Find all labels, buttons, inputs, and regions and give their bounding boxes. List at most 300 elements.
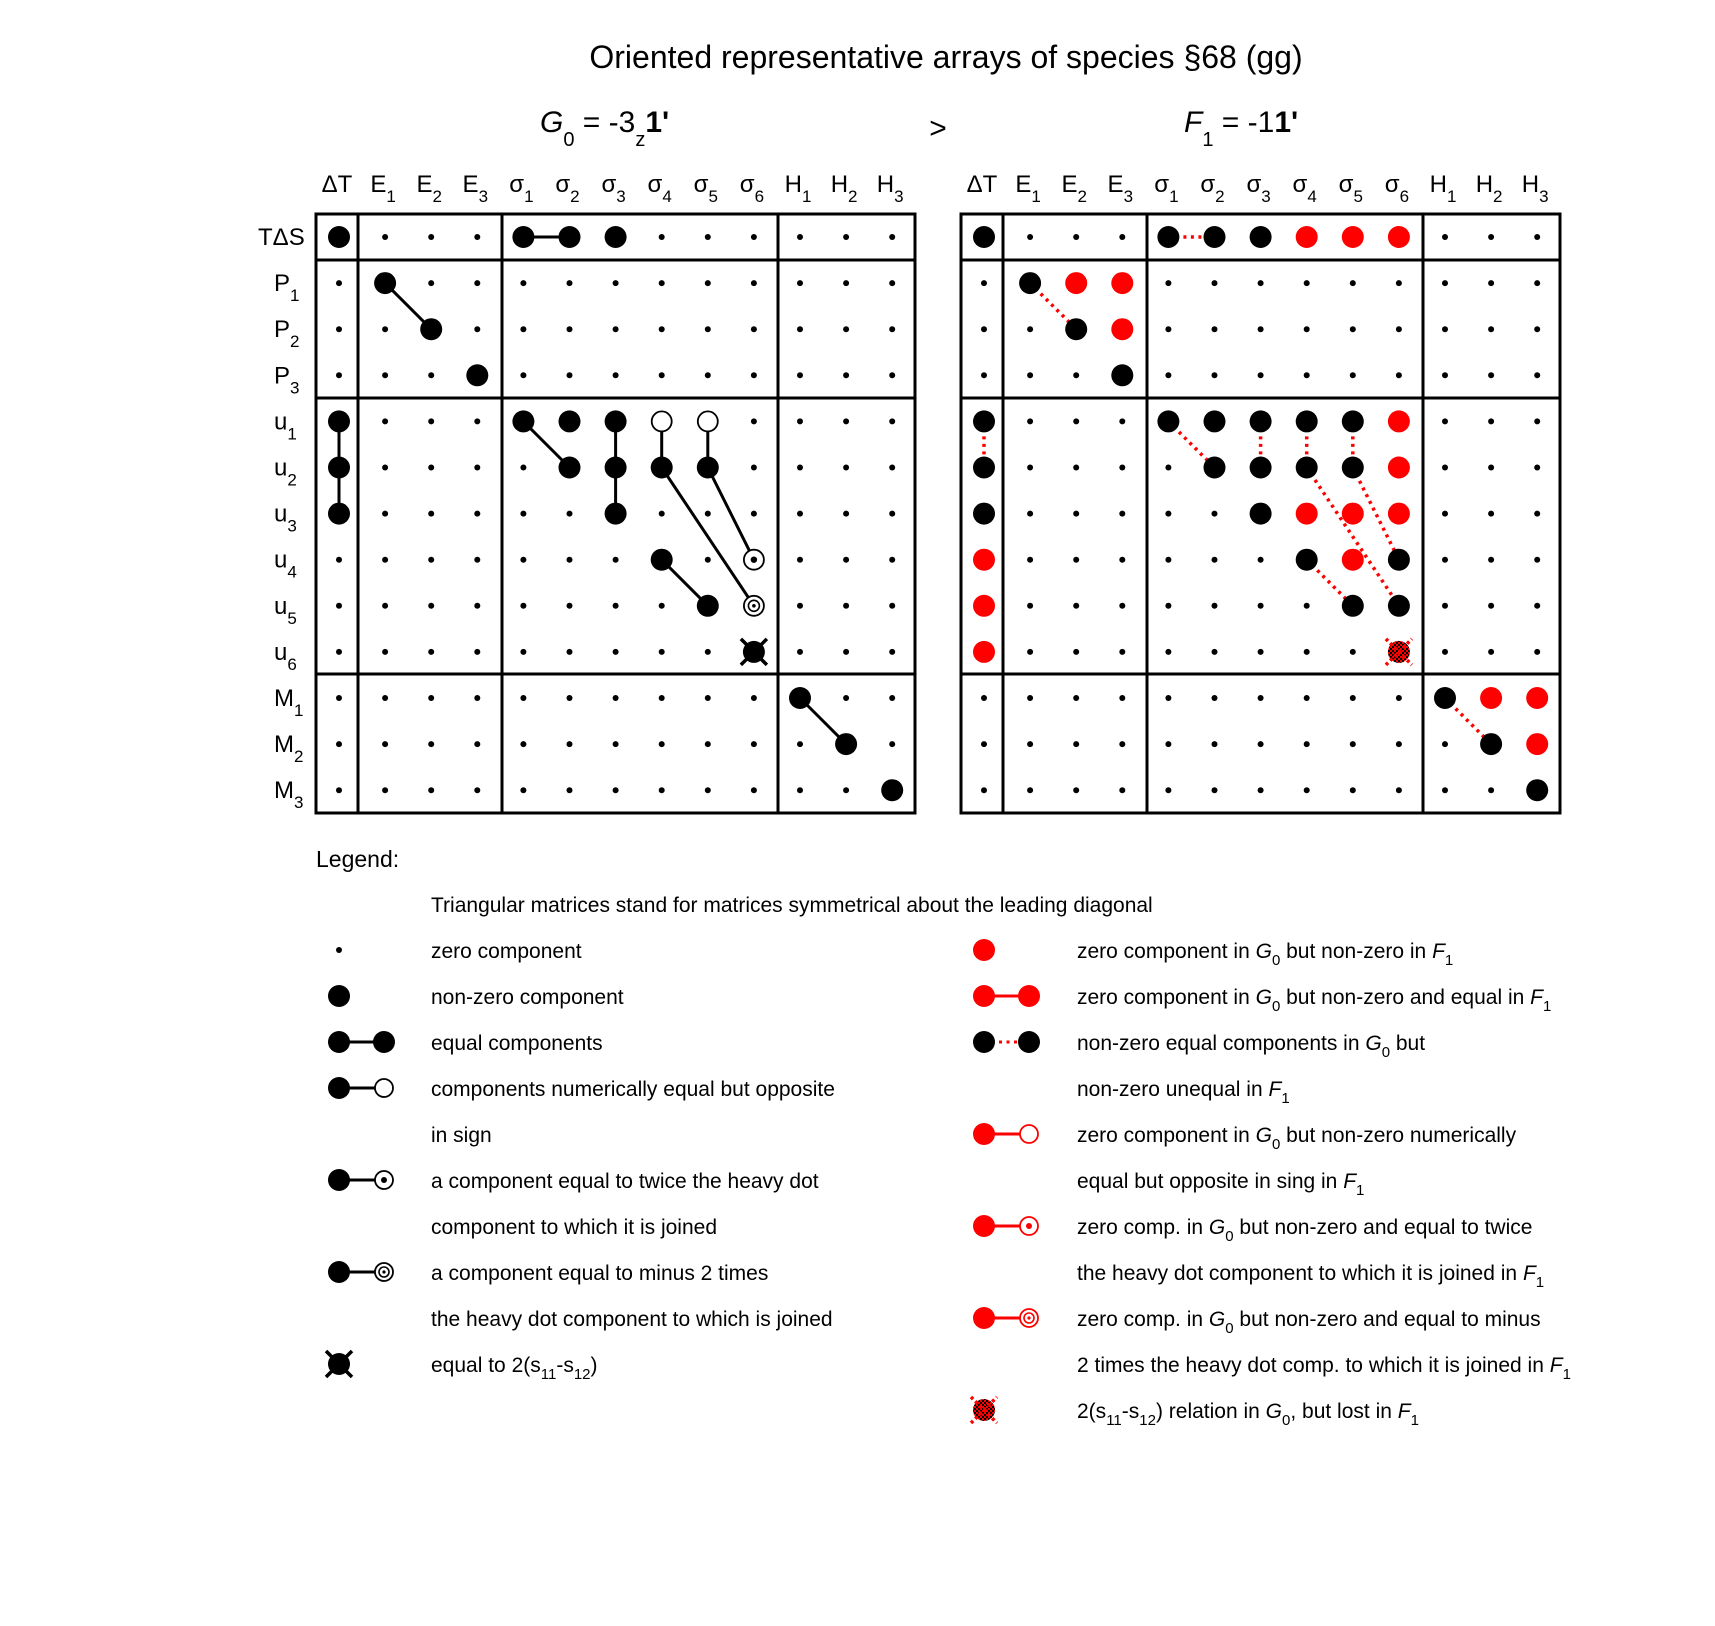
left-cell-6-4 <box>520 511 526 517</box>
right-cell-3-8 <box>1350 372 1356 378</box>
legend-right-text-4-1: the heavy dot component to which it is joined in $F_1$ <box>1077 1262 1545 1291</box>
left-col-header-9: $\sigma_6$ <box>739 171 765 206</box>
right-cell-1-1 <box>1019 272 1041 294</box>
legend-left-text-3-1: in sign <box>431 1124 492 1147</box>
left-col-header-4: $\sigma_1$ <box>509 171 534 206</box>
right-cell-7-12 <box>1534 557 1540 563</box>
row-label-10: $M_1$ <box>274 685 304 720</box>
right-cell-2-7 <box>1304 326 1310 332</box>
right-cell-3-5 <box>1212 372 1218 378</box>
left-cell-3-9 <box>751 372 757 378</box>
left-cell-1-7 <box>659 280 665 286</box>
right-col-header-8: $\sigma_5$ <box>1338 171 1363 206</box>
left-cell-3-1 <box>382 372 388 378</box>
right-cell-0-0 <box>973 226 995 248</box>
left-cell-10-8 <box>705 695 711 701</box>
left-cell-4-8 <box>698 411 718 431</box>
left-cell-10-12 <box>889 695 895 701</box>
left-col-header-6: $\sigma_3$ <box>601 171 626 206</box>
left-cell-7-4 <box>520 557 526 563</box>
left-cell-6-10 <box>797 511 803 517</box>
right-cell-11-12 <box>1526 733 1548 755</box>
right-cell-7-5 <box>1212 557 1218 563</box>
legend-symbol-redbig <box>973 939 995 961</box>
right-cell-1-10 <box>1442 280 1448 286</box>
right-cell-12-4 <box>1165 787 1171 793</box>
left-cell-2-2 <box>420 318 442 340</box>
right-cell-5-7 <box>1296 457 1318 479</box>
right-cell-2-8 <box>1350 326 1356 332</box>
right-matrix <box>961 171 1560 813</box>
right-cell-10-2 <box>1073 695 1079 701</box>
right-cell-4-7 <box>1296 410 1318 432</box>
row-label-7: $u_4$ <box>274 546 297 582</box>
right-cell-3-3 <box>1111 364 1133 386</box>
left-cell-1-5 <box>567 280 573 286</box>
right-cell-4-12 <box>1534 418 1540 424</box>
right-cell-0-8 <box>1342 226 1364 248</box>
legend-symbol-redminus2 <box>973 1307 1038 1329</box>
right-cell-5-11 <box>1488 465 1494 471</box>
legend-left-text-2-0: equal components <box>431 1032 603 1055</box>
right-cell-9-12 <box>1534 649 1540 655</box>
left-cell-8-12 <box>889 603 895 609</box>
right-cell-6-6 <box>1250 503 1272 525</box>
right-cell-8-6 <box>1258 603 1264 609</box>
right-cell-8-2 <box>1073 603 1079 609</box>
legend-symbol-equal <box>328 1031 395 1053</box>
right-col-header-11: $H_2$ <box>1475 171 1503 206</box>
right-cell-5-5 <box>1204 457 1226 479</box>
right-cell-11-11 <box>1480 733 1502 755</box>
right-cell-12-2 <box>1073 787 1079 793</box>
legend-right-text-2-0: non-zero equal components in $G_0$ but <box>1077 1032 1426 1061</box>
left-cell-10-3 <box>474 695 480 701</box>
left-cell-4-1 <box>382 418 388 424</box>
left-col-header-5: $\sigma_2$ <box>555 171 580 206</box>
left-cell-10-7 <box>659 695 665 701</box>
left-cell-3-11 <box>843 372 849 378</box>
left-cell-0-3 <box>474 234 480 240</box>
right-cell-10-5 <box>1212 695 1218 701</box>
row-label-3: $P_3$ <box>274 362 300 398</box>
right-cell-5-3 <box>1119 465 1125 471</box>
right-cell-7-7 <box>1296 549 1318 571</box>
legend-symbol-redequal <box>973 985 1040 1007</box>
right-cell-10-9 <box>1396 695 1402 701</box>
right-link-7 <box>1307 468 1399 606</box>
legend-symbol-twice <box>328 1169 393 1191</box>
left-cell-11-5 <box>567 741 573 747</box>
right-cell-9-8 <box>1350 649 1356 655</box>
right-cell-6-10 <box>1442 511 1448 517</box>
right-cell-9-2 <box>1073 649 1079 655</box>
right-cell-8-5 <box>1212 603 1218 609</box>
left-cell-12-5 <box>567 787 573 793</box>
right-cell-10-6 <box>1258 695 1264 701</box>
left-cell-2-11 <box>843 326 849 332</box>
left-cell-9-12 <box>889 649 895 655</box>
left-cell-5-8 <box>697 457 719 479</box>
right-cell-10-4 <box>1165 695 1171 701</box>
left-cell-12-2 <box>428 787 434 793</box>
right-cell-6-5 <box>1212 511 1218 517</box>
left-cell-1-11 <box>843 280 849 286</box>
left-cell-8-1 <box>382 603 388 609</box>
left-cell-12-8 <box>705 787 711 793</box>
right-cell-10-11 <box>1480 687 1502 709</box>
right-cell-2-2 <box>1065 318 1087 340</box>
left-cell-3-8 <box>705 372 711 378</box>
row-label-12: $M_3$ <box>274 777 304 813</box>
left-cell-4-3 <box>474 418 480 424</box>
right-cell-1-5 <box>1212 280 1218 286</box>
figure-title: Oriented representative arrays of species §68 (gg) <box>589 39 1303 75</box>
right-cell-8-12 <box>1534 603 1540 609</box>
left-cell-5-10 <box>797 465 803 471</box>
left-cell-4-0 <box>328 410 350 432</box>
left-col-header-0: ΔT <box>321 171 353 198</box>
right-cell-2-9 <box>1396 326 1402 332</box>
left-cell-7-11 <box>843 557 849 563</box>
right-cell-12-7 <box>1304 787 1310 793</box>
right-group-eq: = -1 <box>1213 106 1275 139</box>
right-cell-2-6 <box>1258 326 1264 332</box>
left-cell-3-0 <box>336 372 342 378</box>
left-col-header-11: $H_2$ <box>830 171 858 206</box>
right-cell-6-12 <box>1534 511 1540 517</box>
left-cell-8-7 <box>659 603 665 609</box>
left-cell-8-10 <box>797 603 803 609</box>
right-cell-6-3 <box>1119 511 1125 517</box>
left-cell-3-4 <box>520 372 526 378</box>
right-cell-7-3 <box>1119 557 1125 563</box>
right-cell-0-9 <box>1388 226 1410 248</box>
left-cell-2-6 <box>613 326 619 332</box>
right-col-header-5: $\sigma_2$ <box>1200 171 1225 206</box>
right-cell-9-4 <box>1165 649 1171 655</box>
row-label-11: $M_2$ <box>274 731 304 767</box>
legend-symbol-cross <box>326 1351 352 1377</box>
left-cell-6-0 <box>328 503 350 525</box>
right-cell-11-9 <box>1396 741 1402 747</box>
right-cell-1-11 <box>1488 280 1494 286</box>
right-cell-4-3 <box>1119 418 1125 424</box>
legend-right-text-1-0: zero component in $G_0$ but non-zero and equal in $F_1$ <box>1077 986 1552 1015</box>
left-cell-11-4 <box>520 741 526 747</box>
row-label-6: $u_3$ <box>274 500 297 536</box>
left-cell-8-2 <box>428 603 434 609</box>
right-cell-11-10 <box>1442 741 1448 747</box>
left-cell-6-1 <box>382 511 388 517</box>
left-cell-10-4 <box>520 695 526 701</box>
right-cell-5-6 <box>1250 457 1272 479</box>
right-cell-1-8 <box>1350 280 1356 286</box>
right-cell-5-9 <box>1388 457 1410 479</box>
right-col-header-3: $E_3$ <box>1107 171 1134 206</box>
right-cell-11-5 <box>1212 741 1218 747</box>
left-cell-11-12 <box>889 741 895 747</box>
left-cell-6-6 <box>605 503 627 525</box>
right-cell-7-4 <box>1165 557 1171 563</box>
left-cell-9-0 <box>336 649 342 655</box>
right-col-header-10: $H_1$ <box>1429 171 1457 206</box>
right-group-bold: 1' <box>1274 106 1299 139</box>
legend-heading: Legend: <box>316 846 400 872</box>
left-cell-2-12 <box>889 326 895 332</box>
left-cell-2-9 <box>751 326 757 332</box>
right-cell-8-3 <box>1119 603 1125 609</box>
right-cell-6-0 <box>973 503 995 525</box>
left-cell-0-0 <box>328 226 350 248</box>
right-cell-0-4 <box>1157 226 1179 248</box>
legend-right-text-4-0: zero comp. in $G_0$ but non-zero and equal to twice <box>1077 1216 1533 1245</box>
left-group-eq: = -3 <box>574 106 636 139</box>
left-cell-10-11 <box>843 695 849 701</box>
left-cell-7-7 <box>651 549 673 571</box>
right-cell-9-6 <box>1258 649 1264 655</box>
left-cell-1-4 <box>520 280 526 286</box>
left-cell-0-6 <box>605 226 627 248</box>
left-cell-3-12 <box>889 372 895 378</box>
relation-symbol: > <box>929 112 947 145</box>
legend-symbol-opp <box>328 1077 393 1099</box>
left-cell-0-12 <box>889 234 895 240</box>
left-cell-7-9 <box>744 550 764 570</box>
left-cell-9-6 <box>613 649 619 655</box>
left-group-label <box>540 106 669 151</box>
left-cell-3-3 <box>466 364 488 386</box>
legend-symbol-redtwice <box>973 1215 1038 1237</box>
right-cell-10-10 <box>1434 687 1456 709</box>
left-cell-4-9 <box>751 418 757 424</box>
right-cell-3-9 <box>1396 372 1402 378</box>
left-cell-4-4 <box>512 410 534 432</box>
right-cell-4-2 <box>1073 418 1079 424</box>
legend-symbol-small <box>336 947 342 953</box>
left-cell-8-0 <box>336 603 342 609</box>
left-cell-12-6 <box>613 787 619 793</box>
right-cell-8-8 <box>1342 595 1364 617</box>
left-cell-0-1 <box>382 234 388 240</box>
right-cell-5-8 <box>1342 457 1364 479</box>
left-cell-1-9 <box>751 280 757 286</box>
left-cell-12-11 <box>843 787 849 793</box>
right-cell-3-0 <box>981 372 987 378</box>
left-cell-4-7 <box>652 411 672 431</box>
right-cell-12-0 <box>981 787 987 793</box>
left-cell-1-10 <box>797 280 803 286</box>
right-cell-1-4 <box>1165 280 1171 286</box>
left-cell-2-5 <box>567 326 573 332</box>
left-cell-6-3 <box>474 511 480 517</box>
right-cell-7-6 <box>1258 557 1264 563</box>
left-cell-5-6 <box>605 457 627 479</box>
right-cell-7-1 <box>1027 557 1033 563</box>
right-cell-2-0 <box>981 326 987 332</box>
right-cell-3-1 <box>1027 372 1033 378</box>
left-cell-0-8 <box>705 234 711 240</box>
right-cell-11-4 <box>1165 741 1171 747</box>
right-cell-0-7 <box>1296 226 1318 248</box>
right-cell-7-9 <box>1388 549 1410 571</box>
right-cell-12-10 <box>1442 787 1448 793</box>
left-cell-8-3 <box>474 603 480 609</box>
right-cell-9-5 <box>1212 649 1218 655</box>
left-cell-6-5 <box>567 511 573 517</box>
right-cell-7-11 <box>1488 557 1494 563</box>
legend-left-text-4-1: component to which it is joined <box>431 1216 717 1239</box>
legend-symbol-redopp <box>973 1123 1038 1145</box>
right-group-label <box>1184 106 1298 151</box>
left-cell-8-6 <box>613 603 619 609</box>
left-cell-11-3 <box>474 741 480 747</box>
left-cell-10-9 <box>751 695 757 701</box>
right-cell-1-9 <box>1396 280 1402 286</box>
left-cell-10-10 <box>789 687 811 709</box>
left-cell-7-1 <box>382 557 388 563</box>
legend-right-text-2-1: non-zero unequal in $F_1$ <box>1077 1078 1290 1107</box>
left-cell-11-10 <box>797 741 803 747</box>
left-cell-3-6 <box>613 372 619 378</box>
left-cell-12-7 <box>659 787 665 793</box>
right-cell-0-3 <box>1119 234 1125 240</box>
left-cell-11-2 <box>428 741 434 747</box>
right-group-symbol: F <box>1184 106 1203 139</box>
left-cell-5-12 <box>889 465 895 471</box>
legend-symbol-dotted <box>973 1031 1040 1053</box>
left-cell-11-9 <box>751 741 757 747</box>
left-cell-1-12 <box>889 280 895 286</box>
right-cell-11-1 <box>1027 741 1033 747</box>
right-cell-8-4 <box>1165 603 1171 609</box>
right-cell-0-11 <box>1488 234 1494 240</box>
left-cell-8-11 <box>843 603 849 609</box>
right-cell-10-8 <box>1350 695 1356 701</box>
left-cell-2-4 <box>520 326 526 332</box>
left-cell-3-5 <box>567 372 573 378</box>
left-cell-11-0 <box>336 741 342 747</box>
left-cell-4-5 <box>559 410 581 432</box>
left-cell-0-4 <box>512 226 534 248</box>
legend-left-text-6-0: equal to $2(s_{11}-s_{12})$ <box>431 1354 598 1383</box>
left-cell-9-1 <box>382 649 388 655</box>
legend-right-text-0-0: zero component in $G_0$ but non-zero in $F_1$ <box>1077 940 1454 969</box>
left-cell-11-7 <box>659 741 665 747</box>
left-cell-12-3 <box>474 787 480 793</box>
right-cell-2-5 <box>1212 326 1218 332</box>
legend-right-text-3-0: zero component in $G_0$ but non-zero numerically <box>1077 1124 1517 1153</box>
right-cell-1-0 <box>981 280 987 286</box>
right-cell-11-3 <box>1119 741 1125 747</box>
left-cell-3-2 <box>428 372 434 378</box>
right-cell-6-1 <box>1027 511 1033 517</box>
left-cell-0-11 <box>843 234 849 240</box>
left-cell-10-0 <box>336 695 342 701</box>
row-label-4: $u_1$ <box>274 408 297 444</box>
left-cell-12-0 <box>336 787 342 793</box>
legend-left-text-5-1: the heavy dot component to which is joined <box>431 1308 833 1331</box>
left-cell-10-2 <box>428 695 434 701</box>
right-cell-4-6 <box>1250 410 1272 432</box>
left-cell-12-12 <box>881 779 903 801</box>
right-cell-6-11 <box>1488 511 1494 517</box>
right-cell-3-6 <box>1258 372 1264 378</box>
left-cell-5-9 <box>751 465 757 471</box>
legend-right-text-5-0: zero comp. in $G_0$ but non-zero and equal to minus <box>1077 1308 1541 1337</box>
right-cell-9-9 <box>1386 639 1412 665</box>
left-col-header-1: $E_1$ <box>370 171 396 206</box>
left-col-header-8: $\sigma_5$ <box>693 171 718 206</box>
legend-left-text-5-0: a component equal to minus 2 times <box>431 1262 769 1285</box>
right-cell-1-6 <box>1258 280 1264 286</box>
right-cell-7-8 <box>1342 549 1364 571</box>
left-cell-1-8 <box>705 280 711 286</box>
left-cell-5-5 <box>559 457 581 479</box>
right-cell-0-5 <box>1204 226 1226 248</box>
left-cell-12-4 <box>520 787 526 793</box>
right-col-header-9: $\sigma_6$ <box>1384 171 1410 206</box>
right-cell-0-12 <box>1534 234 1540 240</box>
left-cell-11-1 <box>382 741 388 747</box>
right-cell-6-2 <box>1073 511 1079 517</box>
right-cell-2-4 <box>1165 326 1171 332</box>
left-cell-5-0 <box>328 457 350 479</box>
left-cell-5-2 <box>428 465 434 471</box>
left-cell-8-4 <box>520 603 526 609</box>
left-cell-2-7 <box>659 326 665 332</box>
right-col-header-0: ΔT <box>966 171 998 198</box>
right-cell-2-11 <box>1488 326 1494 332</box>
right-cell-7-2 <box>1073 557 1079 563</box>
left-cell-6-9 <box>751 511 757 517</box>
left-cell-2-3 <box>474 326 480 332</box>
right-cell-1-7 <box>1304 280 1310 286</box>
right-cell-3-4 <box>1165 372 1171 378</box>
right-cell-6-4 <box>1165 511 1171 517</box>
legend-symbol-lostcross <box>971 1397 997 1423</box>
right-cell-5-10 <box>1442 465 1448 471</box>
left-cell-0-9 <box>751 234 757 240</box>
left-group-eq-sub: z <box>635 129 646 151</box>
left-cell-9-5 <box>567 649 573 655</box>
right-cell-10-3 <box>1119 695 1125 701</box>
left-cell-7-8 <box>705 557 711 563</box>
right-cell-5-1 <box>1027 465 1033 471</box>
left-group-symbol: G <box>540 106 564 139</box>
left-cell-5-7 <box>651 457 673 479</box>
right-cell-12-1 <box>1027 787 1033 793</box>
right-cell-5-0 <box>973 457 995 479</box>
right-cell-5-4 <box>1165 465 1171 471</box>
right-cell-6-8 <box>1342 503 1364 525</box>
left-cell-4-10 <box>797 418 803 424</box>
left-cell-5-4 <box>520 465 526 471</box>
left-cell-6-11 <box>843 511 849 517</box>
right-cell-3-2 <box>1073 372 1079 378</box>
right-cell-2-10 <box>1442 326 1448 332</box>
row-label-1: $P_1$ <box>274 270 300 306</box>
right-cell-9-0 <box>973 641 995 663</box>
left-cell-7-3 <box>474 557 480 563</box>
left-cell-12-9 <box>751 787 757 793</box>
right-cell-10-12 <box>1526 687 1548 709</box>
left-cell-4-12 <box>889 418 895 424</box>
left-cell-8-8 <box>697 595 719 617</box>
left-cell-9-11 <box>843 649 849 655</box>
right-cell-12-8 <box>1350 787 1356 793</box>
right-cell-12-9 <box>1396 787 1402 793</box>
